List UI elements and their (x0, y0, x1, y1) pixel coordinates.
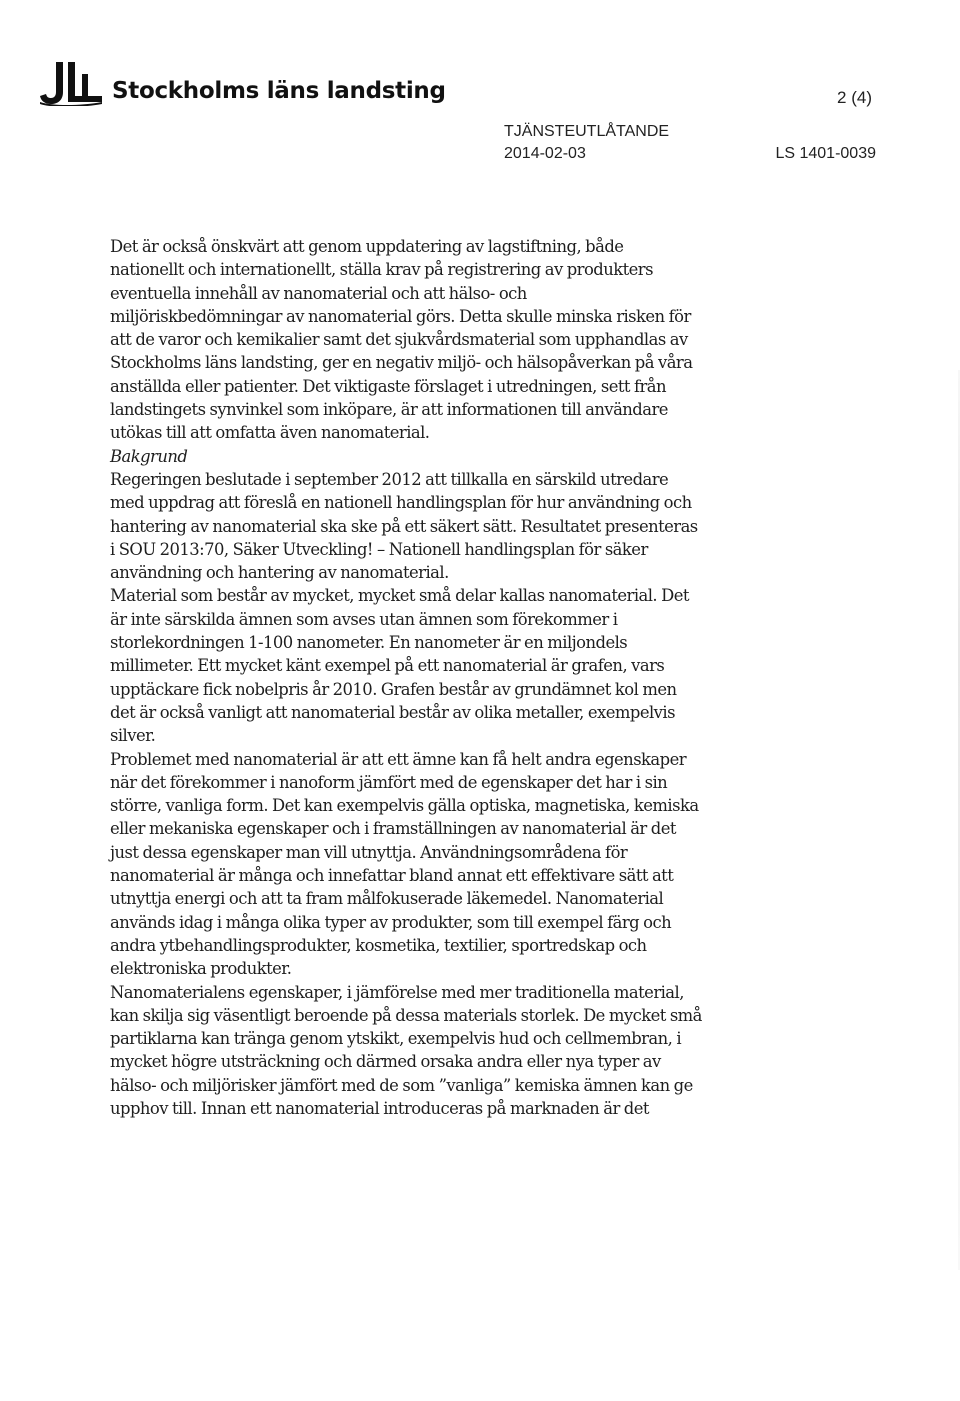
text-line: utnyttja energi och att ta fram målfokuserade läkemedel. Nanomaterial (110, 889, 664, 909)
text-line: mycket högre utsträckning och därmed orsaka andra eller nya typer av (110, 1052, 661, 1072)
paragraph-intro (110, 235, 730, 445)
text-line: när det förekommer i nanoform jämfört med de egenskaper det har i sin (110, 772, 668, 792)
text-line: elektroniska produkter. (110, 959, 292, 979)
text-line: kan skilja sig väsentligt beroende på dessa materials storlek. De mycket små (110, 1005, 702, 1025)
text-line: eller mekaniska egenskaper och i framställningen av nanomaterial är det (110, 819, 676, 839)
text-line: miljöriskbedömningar av nanomaterial görs. Detta skulle minska risken för (110, 306, 691, 326)
paragraph-bakgrund (110, 445, 730, 585)
text-line: Regeringen beslutade i september 2012 att tillkalla en särskild utredare (110, 469, 669, 489)
page-number: 2 (4) (837, 88, 872, 107)
text-line: Stockholms läns landsting, ger en negativ miljö- och hälsopåverkan på våra (110, 353, 693, 373)
text-line: storlekordningen 1-100 nanometer. En nanometer är en miljondels (110, 633, 628, 653)
text-line: hantering av nanomaterial ska ske på ett säkert sätt. Resultatet presenteras (110, 516, 698, 536)
text-line: Problemet med nanomaterial är att ett ämne kan få helt andra egenskaper (110, 749, 687, 769)
text-line: Nanomaterialens egenskaper, i jämförelse med mer traditionella material, (110, 982, 684, 1002)
sll-logo-icon (38, 60, 104, 106)
text-line: Material som består av mycket, mycket små delar kallas nanomaterial. Det (110, 586, 689, 606)
document-date: 2014-02-03 (504, 145, 586, 162)
section-heading: Bakgrund (110, 446, 188, 466)
text-line: i SOU 2013:70, Säker Utveckling! – Nationell handlingsplan för säker (110, 539, 648, 559)
text-line: är inte särskilda ämnen som avses utan ämnen som förekommer i (110, 609, 618, 629)
text-line: nationellt och internationellt, ställa krav på registrering av produkters (110, 260, 653, 280)
text-line: används idag i många olika typer av produkter, som till exempel färg och (110, 912, 672, 932)
text-line: större, vanliga form. Det kan exempelvis gälla optiska, magnetiska, kemiska (110, 796, 699, 816)
text-line: nanomaterial är många och innefattar bland annat ett effektivare sätt att (110, 866, 674, 886)
text-line: just dessa egenskaper man vill utnyttja. Användningsområdena för (110, 842, 628, 862)
text-line: det är också vanligt att nanomaterial består av olika metaller, exempelvis (110, 702, 675, 722)
organization-name: Stockholms läns landsting (112, 78, 446, 104)
text-line: partiklarna kan tränga genom ytskikt, exempelvis hud och cellmembran, i (110, 1029, 682, 1049)
text-line: landstingets synvinkel som inköpare, är att informationen till användare (110, 400, 668, 420)
paragraph-material (110, 584, 730, 747)
document-reference: LS 1401-0039 (775, 145, 876, 162)
text-line: millimeter. Ett mycket känt exempel på ett nanomaterial är grafen, vars (110, 656, 665, 676)
text-line: silver. (110, 726, 156, 746)
document-body (110, 235, 730, 1120)
text-line: med uppdrag att föreslå en nationell handlingsplan för hur användning och (110, 493, 692, 513)
paragraph-problem (110, 748, 730, 981)
text-line: upphov till. Innan ett nanomaterial introduceras på marknaden är det (110, 1098, 649, 1118)
text-line: eventuella innehåll av nanomaterial och att hälso- och (110, 283, 527, 303)
text-line: användning och hantering av nanomaterial. (110, 563, 449, 583)
text-line: utökas till att omfatta även nanomaterial. (110, 423, 430, 443)
text-line: anställda eller patienter. Det viktigaste förslaget i utredningen, sett från (110, 376, 667, 396)
text-line: andra ytbehandlingsprodukter, kosmetika, textilier, sportredskap och (110, 935, 647, 955)
letterhead (0, 0, 960, 200)
paragraph-egenskaper (110, 981, 730, 1121)
text-line: upptäckare fick nobelpris år 2010. Grafen består av grundämnet kol men (110, 679, 677, 699)
text-line: Det är också önskvärt att genom uppdatering av lagstiftning, både (110, 237, 624, 256)
text-line: hälso- och miljörisker jämfört med de som ”vanliga” kemiska ämnen kan ge (110, 1075, 693, 1095)
text-line: att de varor och kemikalier samt det sjukvårdsmaterial som upphandlas av (110, 330, 688, 350)
document-type: TJÄNSTEUTLÅTANDE (504, 123, 670, 140)
